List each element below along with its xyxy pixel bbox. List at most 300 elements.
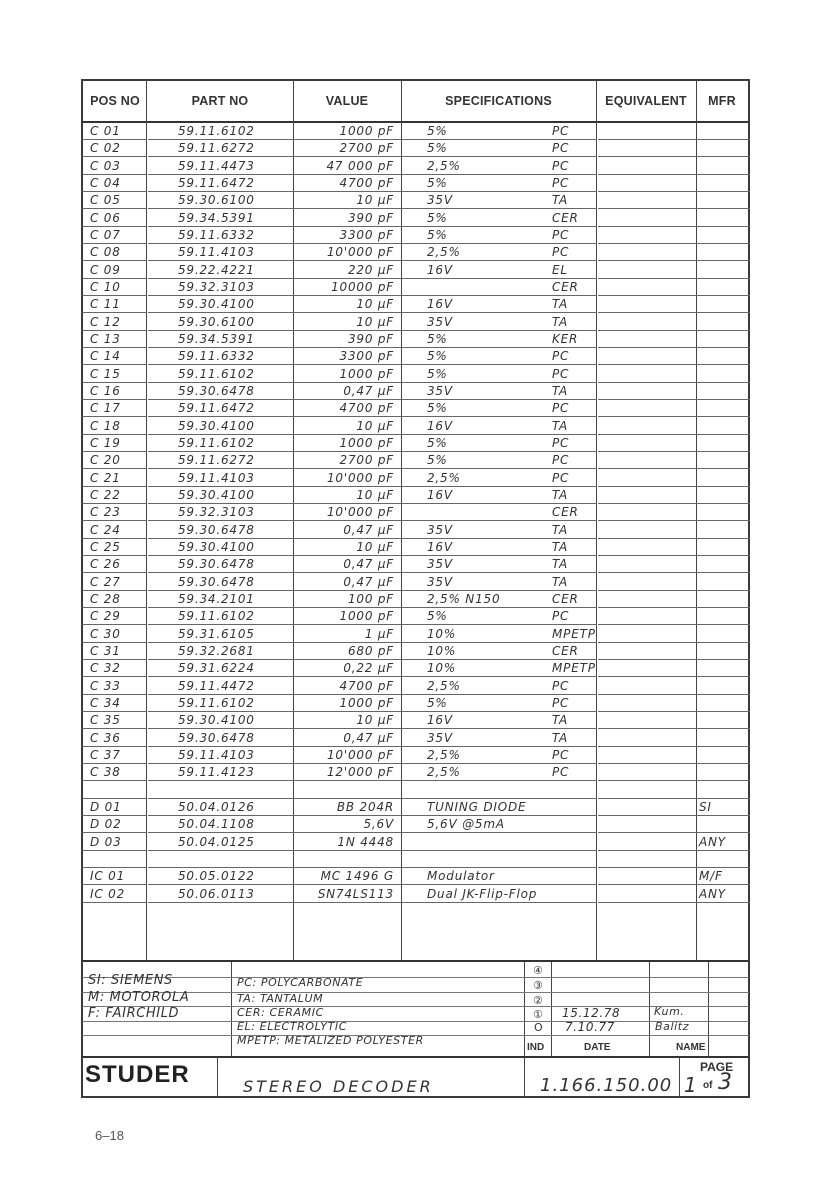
value-cell: 0,47 µF: [343, 557, 394, 572]
pos-cell: C 08: [90, 245, 121, 260]
part-no-cell: 59.34.5391: [178, 331, 255, 346]
header-part-no: PART NO: [191, 94, 249, 108]
type-cell: PC: [552, 175, 570, 190]
revision-index-2: ②: [533, 994, 543, 1007]
part-no-cell: 59.30.4100: [178, 418, 255, 433]
pos-cell: D 03: [90, 834, 122, 849]
type-cell: PC: [552, 124, 570, 138]
page-of: of: [703, 1080, 713, 1091]
pos-cell: C 33: [90, 678, 121, 693]
pos-cell: C 10: [90, 279, 121, 294]
type-cell: CER: [552, 210, 579, 225]
pos-cell: C 14: [90, 349, 121, 364]
type-cell: PC: [552, 695, 570, 710]
value-cell: 1000 pF: [339, 435, 394, 450]
legend-rule-line: [82, 1021, 749, 1022]
part-no-cell: 59.11.6472: [178, 175, 255, 190]
table-row: [82, 279, 751, 296]
table-row: [82, 175, 751, 192]
part-no-cell: 50.06.0113: [178, 886, 255, 901]
spec-cell: 16V: [427, 297, 453, 312]
spec-cell: 5%: [427, 435, 448, 450]
header-pos-no: POS NO: [90, 94, 140, 108]
pos-cell: C 32: [90, 661, 121, 676]
table-row: [82, 678, 751, 695]
table-row: [82, 608, 751, 625]
type-cell: PC: [552, 349, 570, 364]
pos-cell: C 16: [90, 383, 121, 398]
pos-cell: C 06: [90, 210, 121, 225]
value-cell: 10'000 pF: [326, 470, 394, 485]
pos-cell: C 23: [90, 505, 121, 520]
pos-cell: C 04: [90, 175, 121, 190]
value-cell: 10 µF: [356, 539, 394, 554]
spec-cell: 2,5%: [427, 158, 461, 173]
pos-cell: C 37: [90, 747, 121, 762]
type-cell: TA: [552, 297, 569, 312]
type-cell: TA: [552, 557, 569, 572]
value-cell: 10000 pF: [331, 279, 394, 294]
table-row: [82, 626, 751, 643]
header-value: VALUE: [325, 94, 369, 108]
value-cell: 12'000 pF: [326, 765, 394, 780]
pos-cell: C 12: [90, 314, 121, 329]
spec-cell: 16V: [427, 539, 453, 554]
part-no-cell: 59.11.6272: [178, 141, 255, 156]
value-cell: 5,6V: [363, 817, 394, 832]
spec-cell: 5%: [427, 175, 448, 190]
type-cell: TA: [552, 574, 569, 589]
type-ceramic: CER: CERAMIC: [237, 1006, 324, 1019]
type-cell: PC: [552, 245, 570, 260]
table-row: [82, 764, 751, 781]
revision-name-0: Balitz: [655, 1020, 690, 1033]
revision-date-0: 7.10.77: [565, 1020, 616, 1034]
part-no-cell: 59.11.6102: [178, 695, 255, 710]
value-cell: SN74LS113: [317, 886, 394, 901]
revision-index-3: ③: [533, 979, 543, 992]
title-block-divider: [679, 1057, 680, 1098]
part-no-cell: 50.04.1108: [178, 817, 255, 832]
spec-cell: Modulator: [427, 869, 495, 884]
pos-cell: D 01: [90, 799, 122, 814]
table-row: [82, 400, 751, 417]
part-no-cell: 50.05.0122: [178, 869, 255, 884]
mfr-cell: SI: [699, 799, 712, 814]
mfr-cell: M/F: [699, 869, 723, 884]
table-row: [82, 348, 751, 365]
type-cell: TA: [552, 418, 569, 433]
type-cell: PC: [552, 678, 570, 693]
part-no-cell: 59.32.3103: [178, 505, 255, 520]
value-cell: 10 µF: [356, 193, 394, 208]
mfr-cell: ANY: [699, 834, 726, 849]
pos-cell: C 36: [90, 730, 121, 745]
pos-cell: C 29: [90, 609, 121, 624]
part-no-cell: 59.11.4473: [178, 158, 255, 173]
pos-cell: C 11: [90, 297, 121, 312]
type-cell: EL: [552, 262, 568, 277]
value-cell: 2700 pF: [339, 141, 394, 156]
table-row: [82, 782, 751, 799]
revision-index-0: O: [534, 1021, 543, 1034]
type-cell: PC: [552, 141, 570, 156]
pos-cell: C 05: [90, 193, 121, 208]
row-rule-line: [82, 902, 146, 903]
table-row: [82, 366, 751, 383]
spec-cell: 5%: [427, 401, 448, 416]
value-cell: 10 µF: [356, 487, 394, 502]
table-row: [82, 452, 751, 469]
spec-cell: TUNING DIODE: [427, 799, 527, 814]
value-cell: 4700 pF: [339, 175, 394, 190]
type-cell: CER: [552, 505, 579, 520]
value-cell: 10'000 pF: [326, 747, 394, 762]
pos-cell: C 03: [90, 158, 121, 173]
row-rule-line: [148, 902, 294, 903]
table-row: [82, 851, 751, 868]
part-no-cell: 59.32.3103: [178, 279, 255, 294]
type-cell: MPETP: [552, 626, 596, 641]
drawing-title: STEREO DECODER: [243, 1077, 434, 1096]
value-cell: 1000 pF: [339, 366, 394, 381]
revision-index-4: ④: [533, 964, 543, 977]
pos-cell: C 31: [90, 643, 121, 658]
part-no-cell: 59.30.4100: [178, 539, 255, 554]
value-cell: 1 µF: [364, 626, 394, 641]
spec-cell: 35V: [427, 383, 453, 398]
type-cell: TA: [552, 713, 569, 728]
studer-logo: STUDER: [85, 1061, 190, 1088]
value-cell: 10'000 pF: [326, 505, 394, 520]
value-cell: 10 µF: [356, 713, 394, 728]
spec-cell: 35V: [427, 730, 453, 745]
part-no-cell: 59.30.6478: [178, 383, 255, 398]
legend-rule-line: [82, 1006, 749, 1007]
part-no-cell: 59.30.6478: [178, 522, 255, 537]
type-cell: PC: [552, 747, 570, 762]
value-cell: 2700 pF: [339, 453, 394, 468]
part-no-cell: 59.11.4472: [178, 678, 255, 693]
spec-cell: 2,5% N150: [427, 591, 501, 606]
pos-cell: C 27: [90, 574, 121, 589]
legend-motorola: M: MOTOROLA: [88, 990, 190, 1005]
table-row: [82, 868, 751, 885]
value-cell: 4700 pF: [339, 401, 394, 416]
type-cell: TA: [552, 522, 569, 537]
table-row: [82, 695, 751, 712]
table-row: [82, 816, 751, 833]
part-no-cell: 50.04.0125: [178, 834, 255, 849]
table-row: [82, 487, 751, 504]
spec-cell: 10%: [427, 643, 457, 658]
table-row: [82, 556, 751, 573]
table-row: [82, 435, 751, 452]
table-row: [82, 296, 751, 313]
page-current: 1: [684, 1073, 698, 1097]
pos-cell: IC 02: [90, 886, 126, 901]
footer-page-number: 6–18: [95, 1128, 124, 1143]
row-rule-line: [402, 902, 597, 903]
row-rule-line: [598, 902, 698, 903]
row-rule-line: [294, 902, 402, 903]
spec-cell: 35V: [427, 574, 453, 589]
table-row: [82, 643, 751, 660]
pos-cell: C 15: [90, 366, 121, 381]
type-cell: PC: [552, 366, 570, 381]
spec-cell: 16V: [427, 487, 453, 502]
spec-cell: 16V: [427, 262, 453, 277]
pos-cell: C 17: [90, 401, 121, 416]
pos-cell: C 18: [90, 418, 121, 433]
part-no-cell: 59.30.4100: [178, 713, 255, 728]
type-cell: PC: [552, 765, 570, 780]
part-no-cell: 59.30.6478: [178, 557, 255, 572]
table-row: [82, 418, 751, 435]
value-cell: 0,47 µF: [343, 383, 394, 398]
part-no-cell: 59.32.2681: [178, 643, 255, 658]
table-row: [82, 574, 751, 591]
spec-cell: 2,5%: [427, 470, 461, 485]
type-metalized-polyester: MPETP: METALIZED POLYESTER: [237, 1034, 424, 1047]
value-cell: 390 pF: [347, 331, 394, 346]
part-no-cell: 59.34.2101: [178, 591, 255, 606]
value-cell: 1000 pF: [339, 124, 394, 138]
value-cell: 0,47 µF: [343, 574, 394, 589]
pos-cell: C 26: [90, 557, 121, 572]
spec-cell: 5%: [427, 453, 448, 468]
part-no-cell: 59.11.6102: [178, 366, 255, 381]
value-cell: 0,22 µF: [343, 661, 394, 676]
value-cell: 0,47 µF: [343, 730, 394, 745]
value-cell: 10 µF: [356, 418, 394, 433]
part-no-cell: 59.11.6102: [178, 609, 255, 624]
type-cell: CER: [552, 279, 579, 294]
part-no-cell: 59.30.4100: [178, 297, 255, 312]
type-cell: TA: [552, 539, 569, 554]
spec-cell: Dual JK-Flip-Flop: [427, 886, 538, 901]
part-no-cell: 59.11.6332: [178, 227, 255, 242]
spec-cell: 5%: [427, 695, 448, 710]
pos-cell: C 13: [90, 331, 121, 346]
table-row: [82, 331, 751, 348]
revision-index-1: ①: [533, 1008, 543, 1021]
pos-cell: C 35: [90, 713, 121, 728]
type-cell: PC: [552, 158, 570, 173]
value-cell: 10 µF: [356, 314, 394, 329]
value-cell: 0,47 µF: [343, 522, 394, 537]
type-electrolytic: EL: ELECTROLYTIC: [237, 1020, 348, 1033]
type-cell: PC: [552, 453, 570, 468]
part-no-cell: 59.11.6102: [178, 435, 255, 450]
type-cell: PC: [552, 227, 570, 242]
pos-cell: C 19: [90, 435, 121, 450]
value-cell: 47 000 pF: [326, 158, 394, 173]
table-row: [82, 192, 751, 209]
table-row: [82, 539, 751, 556]
value-cell: 1000 pF: [339, 695, 394, 710]
table-row: [82, 730, 751, 747]
part-no-cell: 59.30.6100: [178, 193, 255, 208]
spec-cell: 5%: [427, 366, 448, 381]
table-row: [82, 140, 751, 157]
spec-cell: 2,5%: [427, 747, 461, 762]
part-no-cell: 59.11.4103: [178, 747, 255, 762]
revision-name-1: Kum.: [654, 1005, 685, 1018]
type-cell: TA: [552, 487, 569, 502]
pos-cell: C 20: [90, 453, 121, 468]
spec-cell: 35V: [427, 522, 453, 537]
part-no-cell: 59.11.6102: [178, 124, 255, 138]
type-polycarbonate: PC: POLYCARBONATE: [237, 976, 364, 989]
page-label: PAGE: [700, 1060, 734, 1074]
part-no-cell: 59.11.4103: [178, 245, 255, 260]
page-total: 3: [718, 1070, 733, 1095]
pos-cell: C 09: [90, 262, 121, 277]
type-cell: MPETP: [552, 661, 596, 676]
pos-cell: C 38: [90, 765, 121, 780]
legend-siemens: SI: SIEMENS: [88, 973, 173, 988]
header-mfr: MFR: [708, 94, 736, 108]
legend-rule-line: [82, 977, 749, 978]
part-no-cell: 59.30.6100: [178, 314, 255, 329]
value-cell: 100 pF: [347, 591, 394, 606]
part-no-cell: 59.11.6332: [178, 349, 255, 364]
part-no-cell: 59.30.6478: [178, 574, 255, 589]
part-no-cell: 59.31.6224: [178, 661, 255, 676]
type-tantalum: TA: TANTALUM: [237, 992, 324, 1005]
spec-cell: 35V: [427, 193, 453, 208]
value-cell: 3300 pF: [339, 227, 394, 242]
pos-cell: IC 01: [90, 869, 126, 884]
part-no-cell: 59.30.4100: [178, 487, 255, 502]
header-equivalent: EQUIVALENT: [605, 94, 687, 108]
value-cell: 3300 pF: [339, 349, 394, 364]
value-cell: 1000 pF: [339, 609, 394, 624]
table-row: [82, 660, 751, 677]
part-no-cell: 59.31.6105: [178, 626, 255, 641]
spec-cell: 2,5%: [427, 765, 461, 780]
pos-cell: C 28: [90, 591, 121, 606]
pos-cell: C 22: [90, 487, 121, 502]
table-row: [82, 886, 751, 903]
pos-cell: D 02: [90, 817, 122, 832]
spec-cell: 5,6V @5mA: [427, 817, 505, 832]
table-row: [82, 158, 751, 175]
spec-cell: 5%: [427, 331, 448, 346]
pos-cell: C 24: [90, 522, 121, 537]
pos-cell: C 02: [90, 141, 121, 156]
drawing-number: 1.166.150.00: [540, 1075, 673, 1096]
spec-cell: 2,5%: [427, 678, 461, 693]
table-row: [82, 314, 751, 331]
spec-cell: 2,5%: [427, 245, 461, 260]
title-block-divider: [524, 1057, 525, 1098]
type-cell: KER: [552, 331, 579, 346]
part-no-cell: 59.11.4123: [178, 765, 255, 780]
row-rule-line: [698, 902, 750, 903]
spec-cell: 5%: [427, 609, 448, 624]
table-row: [82, 123, 751, 140]
revision-header-date: DATE: [584, 1042, 611, 1053]
type-cell: TA: [552, 314, 569, 329]
table-row: [82, 244, 751, 261]
type-cell: PC: [552, 401, 570, 416]
table-row: [82, 383, 751, 400]
part-no-cell: 59.11.6472: [178, 401, 255, 416]
type-cell: PC: [552, 435, 570, 450]
table-row: [82, 591, 751, 608]
value-cell: 1N 4448: [337, 834, 394, 849]
value-cell: MC 1496 G: [320, 869, 394, 884]
pos-cell: C 21: [90, 470, 121, 485]
title-block-divider: [82, 1056, 749, 1058]
table-row: [82, 522, 751, 539]
type-cell: PC: [552, 470, 570, 485]
part-no-cell: 59.11.6272: [178, 453, 255, 468]
revision-header-ind: IND: [527, 1042, 545, 1053]
spec-cell: 10%: [427, 626, 457, 641]
title-block-divider: [217, 1057, 218, 1098]
table-row: [82, 747, 751, 764]
value-cell: 10 µF: [356, 297, 394, 312]
spec-cell: 10%: [427, 661, 457, 676]
spec-cell: 5%: [427, 210, 448, 225]
pos-cell: C 30: [90, 626, 121, 641]
part-no-cell: 59.11.4103: [178, 470, 255, 485]
table-row: [82, 262, 751, 279]
part-no-cell: 59.22.4221: [178, 262, 255, 277]
spec-cell: 5%: [427, 349, 448, 364]
mfr-cell: ANY: [699, 886, 726, 901]
spec-cell: 5%: [427, 124, 448, 138]
table-row: [82, 712, 751, 729]
spec-cell: 16V: [427, 713, 453, 728]
table-row: [82, 470, 751, 487]
value-cell: 4700 pF: [339, 678, 394, 693]
legend-fairchild: F: FAIRCHILD: [88, 1006, 180, 1021]
type-cell: CER: [552, 591, 579, 606]
spec-cell: 35V: [427, 314, 453, 329]
spec-cell: 5%: [427, 227, 448, 242]
value-cell: 220 µF: [347, 262, 394, 277]
header-specifications: SPECIFICATIONS: [445, 94, 552, 108]
revision-header-name: NAME: [676, 1042, 706, 1053]
type-cell: TA: [552, 730, 569, 745]
value-cell: 680 pF: [347, 643, 394, 658]
revision-date-1: 15.12.78: [562, 1006, 621, 1020]
table-row: [82, 834, 751, 851]
type-cell: TA: [552, 193, 569, 208]
type-cell: PC: [552, 609, 570, 624]
pos-cell: C 07: [90, 227, 121, 242]
pos-cell: C 34: [90, 695, 121, 710]
spec-cell: 35V: [427, 557, 453, 572]
part-no-cell: 59.34.5391: [178, 210, 255, 225]
table-row: [82, 799, 751, 816]
pos-cell: C 25: [90, 539, 121, 554]
type-cell: CER: [552, 643, 579, 658]
spec-cell: 5%: [427, 141, 448, 156]
part-no-cell: 50.04.0126: [178, 799, 255, 814]
value-cell: 10'000 pF: [326, 245, 394, 260]
value-cell: 390 pF: [347, 210, 394, 225]
spec-cell: 16V: [427, 418, 453, 433]
value-cell: BB 204R: [336, 799, 394, 814]
pos-cell: C 01: [90, 124, 121, 138]
table-row: [82, 210, 751, 227]
type-cell: TA: [552, 383, 569, 398]
